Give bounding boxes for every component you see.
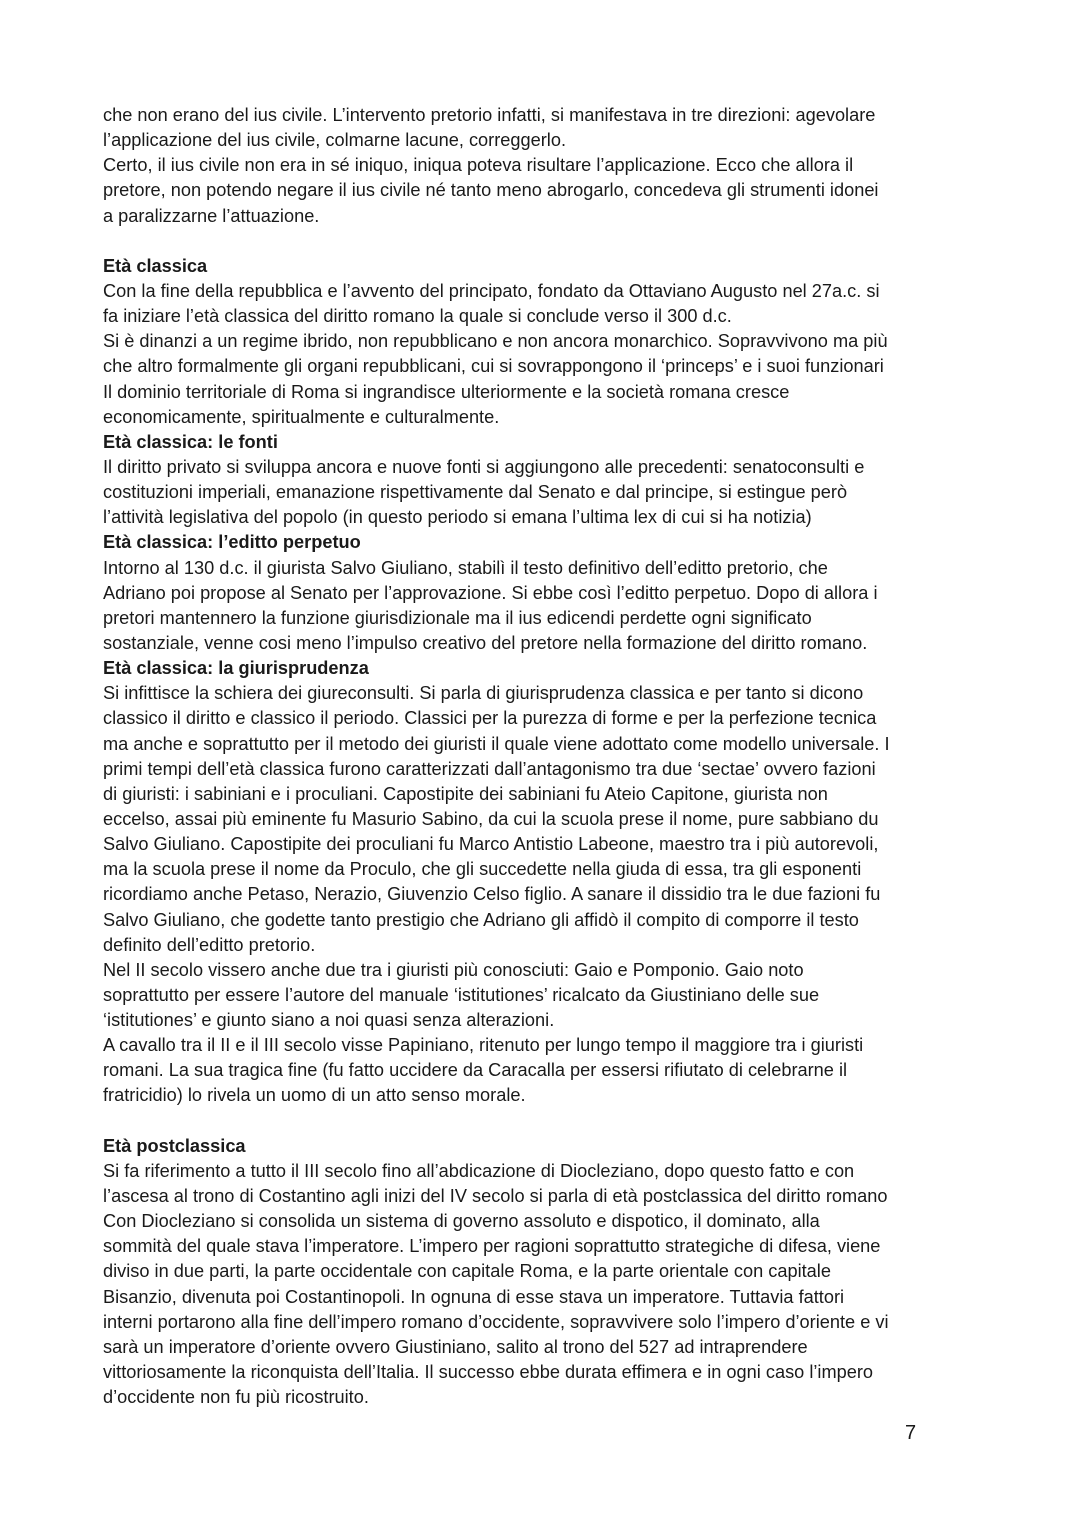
text-line: Con Diocleziano si consolida un sistema di governo assoluto e dispotico, il dominato, alla xyxy=(103,1211,820,1232)
text-line: pretori mantennero la funzione giurisdizionale ma il ius edicendi perdette ogni significato xyxy=(103,607,812,628)
text-line: l’applicazione del ius civile, colmarne lacune, correggerlo. xyxy=(103,130,567,151)
text-line: di giuristi: i sabiniani e i proculiani. Capostipite dei sabiniani fu Ateio Capitone, giurista non xyxy=(103,783,828,804)
blank-line xyxy=(103,1109,1003,1134)
text-line: sarà un imperatore d’oriente ovvero Giustiniano, salito al trono del 527 ad intraprendere xyxy=(103,1336,808,1357)
section-heading: Età classica: la giurisprudenza xyxy=(103,658,369,679)
text-line: ma anche e soprattutto per il metodo dei giuristi il quale viene adottato come modello universale. I xyxy=(103,733,890,754)
text-line: Salvo Giuliano, che godette tanto prestigio che Adriano gli affidò il compito di comporre il testo xyxy=(103,909,859,930)
text-line: d’occidente non fu più ricostruito. xyxy=(103,1387,369,1408)
text-line: Il diritto privato si sviluppa ancora e nuove fonti si aggiungono alle precedenti: senatoconsulti e xyxy=(103,456,865,477)
text-line: ‘istitutiones’ e giunto siano a noi quasi senza alterazioni. xyxy=(103,1010,555,1031)
text-line: che non erano del ius civile. L’intervento pretorio infatti, si manifestava in tre direzioni: agevolare xyxy=(103,105,876,125)
page-number: 7 xyxy=(905,1422,917,1444)
document-page-body xyxy=(103,103,1003,1410)
section-heading: Età classica: le fonti xyxy=(103,431,278,452)
text-line: romani. La sua tragica fine (fu fatto uccidere da Caracalla per essersi rifiutato di celebrarne il xyxy=(103,1060,848,1081)
text-line: Nel II secolo vissero anche due tra i giuristi più conosciuti: Gaio e Pomponio. Gaio noto xyxy=(103,959,804,980)
text-line: che altro formalmente gli organi repubblicani, cui si sovrappongono il ‘princeps’ e i suoi funzionari xyxy=(103,356,884,377)
text-line: Il dominio territoriale di Roma si ingrandisce ulteriormente e la società romana cresce xyxy=(103,381,790,402)
section-heading: Età postclassica xyxy=(103,1135,246,1156)
text-line: Bisanzio, divenuta poi Costantinopoli. In ognuna di esse stava un imperatore. Tuttavia fattori xyxy=(103,1286,845,1307)
text-line: sommità del quale stava l’imperatore. L’impero per ragioni soprattutto strategiche di difesa, viene xyxy=(103,1236,881,1257)
text-line: eccelso, assai più eminente fu Masurio Sabino, da cui la scuola prese il nome, pure sabbiano du xyxy=(103,808,879,829)
text-line: fratricidio) lo rivela un uomo di un atto senso morale. xyxy=(103,1085,526,1106)
text-line: l’attività legislativa del popolo (in questo periodo si emana l’ultima lex di cui si ha notizia) xyxy=(103,507,812,528)
text-line: Certo, il ius civile non era in sé iniquo, iniqua poteva risultare l’applicazione. Ecco che allora il xyxy=(103,155,854,176)
section-heading: Età classica: l’editto perpetuo xyxy=(103,532,361,553)
text-line: Si è dinanzi a un regime ibrido, non repubblicano e non ancora monarchico. Sopravvivono ma più xyxy=(103,331,888,352)
text-line: primi tempi dell’età classica furono caratterizzati dall’antagonismo tra due ‘sectae’ ovvero fazioni xyxy=(103,758,876,779)
text-line: sostanziale, venne cosi meno l’impulso creativo del pretore nella formazione del diritto romano. xyxy=(103,632,868,653)
blank-line xyxy=(103,229,1003,254)
text-line: Adriano poi propose al Senato per l’approvazione. Si ebbe così l’editto perpetuo. Dopo di allora i xyxy=(103,582,878,603)
text-line: Si fa riferimento a tutto il III secolo fino all’abdicazione di Diocleziano, dopo questo fatto e con xyxy=(103,1160,855,1181)
text-line: soprattutto per essere l’autore del manuale ‘istitutiones’ ricalcato da Giustiniano delle sue xyxy=(103,984,820,1005)
text-line: ricordiamo anche Petaso, Nerazio, Giuvenzio Celso figlio. A sanare il dissidio tra le due fazioni fu xyxy=(103,884,881,905)
text-line: interni portarono alla fine dell’impero romano d’occidente, sopravvivere solo l’impero d’oriente e vi xyxy=(103,1311,889,1332)
text-line: classico il diritto e classico il periodo. Classici per la purezza di forme e per la perfezione tecnica xyxy=(103,708,877,729)
text-line: definito dell’editto pretorio. xyxy=(103,934,316,955)
text-line: a paralizzarne l’attuazione. xyxy=(103,205,320,226)
text-line: ma la scuola prese il nome da Proculo, che gli succedette nella giuda di essa, tra gli esponenti xyxy=(103,859,862,880)
text-line: pretore, non potendo negare il ius civile né tanto meno abrogarlo, concedeva gli strumenti idonei xyxy=(103,180,879,201)
text-line: Si infittisce la schiera dei giureconsulti. Si parla di giurisprudenza classica e per tanto si dicono xyxy=(103,683,864,704)
text-line: diviso in due parti, la parte occidentale con capitale Roma, e la parte orientale con capitale xyxy=(103,1261,831,1282)
text-line: economicamente, spiritualmente e culturalmente. xyxy=(103,406,500,427)
text-line: Intorno al 130 d.c. il giurista Salvo Giuliano, stabilì il testo definitivo dell’editto pretorio, che xyxy=(103,557,828,578)
text-line: fa iniziare l’età classica del diritto romano la quale si conclude verso il 300 d.c. xyxy=(103,306,732,327)
text-line: costituzioni imperiali, emanazione rispettivamente dal Senato e dal principe, si estingue però xyxy=(103,482,848,503)
text-line: A cavallo tra il II e il III secolo visse Papiniano, ritenuto per lungo tempo il maggiore tra i giuristi xyxy=(103,1035,864,1056)
text-line: Salvo Giuliano. Capostipite dei proculiani fu Marco Antistio Labeone, maestro tra i più autorevoli, xyxy=(103,834,879,855)
text-line: vittoriosamente la riconquista dell’Italia. Il successo ebbe durata effimera e in ogni caso l’impero xyxy=(103,1362,874,1383)
text-line: l’ascesa al trono di Costantino agli inizi del IV secolo si parla di età postclassica del diritto romano xyxy=(103,1186,888,1207)
text-line: Con la fine della repubblica e l’avvento del principato, fondato da Ottaviano Augusto nel 27a.c. si xyxy=(103,280,880,301)
section-heading: Età classica xyxy=(103,255,208,276)
